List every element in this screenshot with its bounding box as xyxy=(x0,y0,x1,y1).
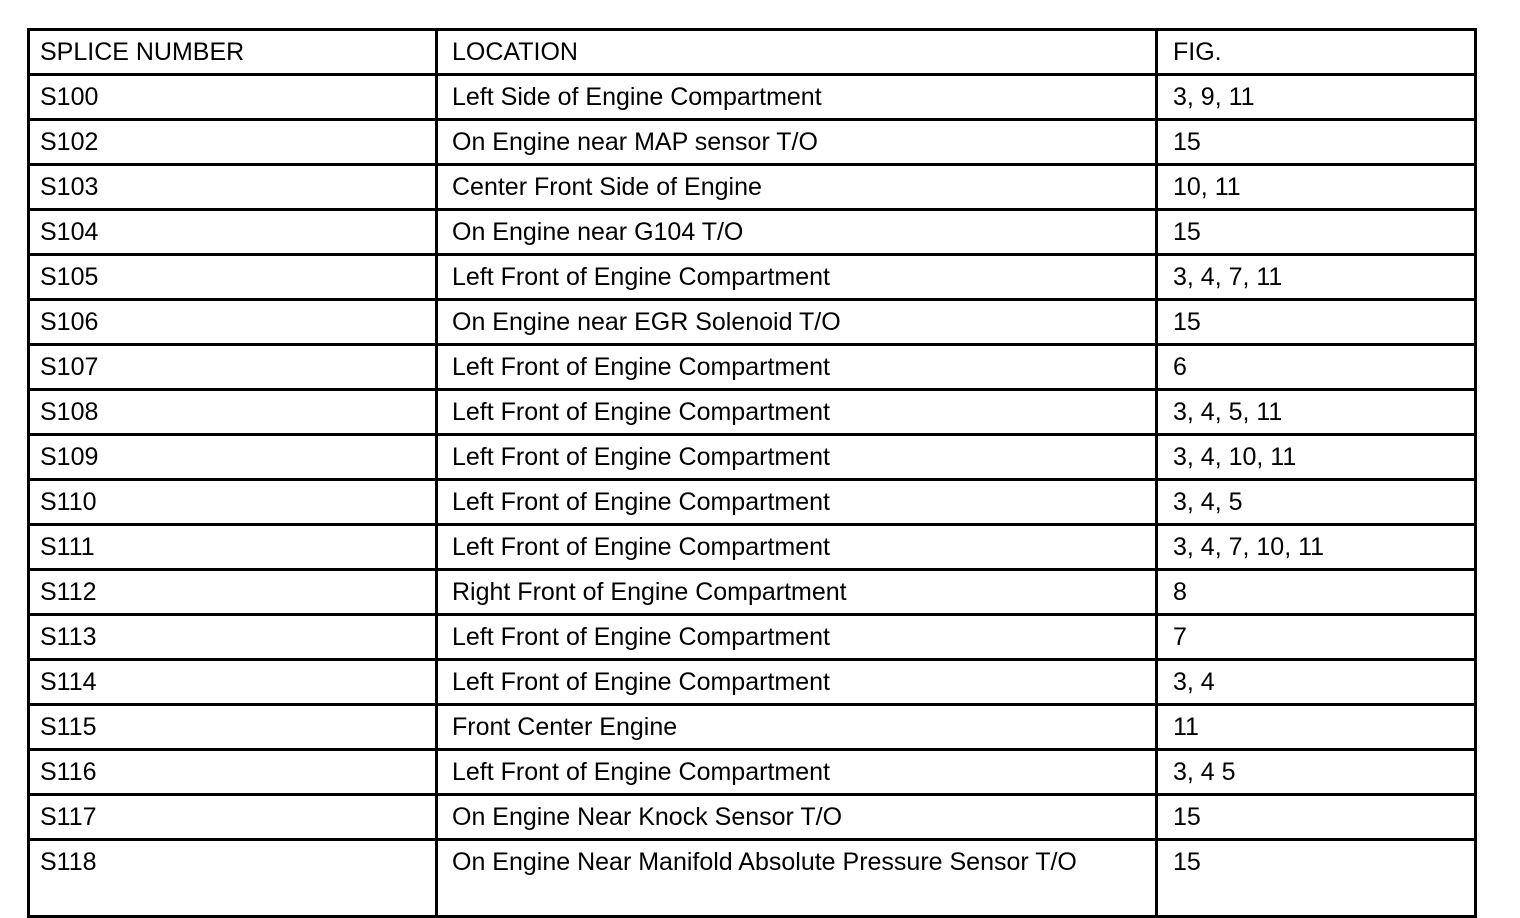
fig-cell: 10, 11 xyxy=(1157,165,1476,210)
fig-cell: 15 xyxy=(1157,840,1476,917)
splice-number-cell: S115 xyxy=(29,705,437,750)
table-row xyxy=(29,75,1476,120)
table-row xyxy=(29,165,1476,210)
fig-cell: 11 xyxy=(1157,705,1476,750)
fig-cell: 3, 4, 10, 11 xyxy=(1157,435,1476,480)
location-cell: Left Front of Engine Compartment xyxy=(437,660,1157,705)
splice-number-cell: S100 xyxy=(29,75,437,120)
location-cell: On Engine near EGR Solenoid T/O xyxy=(437,300,1157,345)
table-row xyxy=(29,390,1476,435)
fig-cell: 3, 4, 7, 10, 11 xyxy=(1157,525,1476,570)
fig-cell: 3, 4, 5, 11 xyxy=(1157,390,1476,435)
header-location: LOCATION xyxy=(437,30,1157,75)
location-cell: Left Front of Engine Compartment xyxy=(437,750,1157,795)
location-cell: On Engine Near Knock Sensor T/O xyxy=(437,795,1157,840)
fig-cell: 8 xyxy=(1157,570,1476,615)
splice-number-cell: S107 xyxy=(29,345,437,390)
table-row xyxy=(29,615,1476,660)
table-body xyxy=(29,75,1476,917)
splice-number-cell: S109 xyxy=(29,435,437,480)
fig-cell: 3, 4, 5 xyxy=(1157,480,1476,525)
table-row xyxy=(29,840,1476,917)
location-cell: Left Front of Engine Compartment xyxy=(437,345,1157,390)
fig-cell: 3, 9, 11 xyxy=(1157,75,1476,120)
location-cell: Left Front of Engine Compartment xyxy=(437,615,1157,660)
table-row xyxy=(29,210,1476,255)
fig-cell: 15 xyxy=(1157,300,1476,345)
table-row xyxy=(29,435,1476,480)
splice-number-cell: S111 xyxy=(29,525,437,570)
fig-cell: 15 xyxy=(1157,795,1476,840)
splice-number-cell: S106 xyxy=(29,300,437,345)
location-cell: Left Front of Engine Compartment xyxy=(437,390,1157,435)
splice-number-cell: S112 xyxy=(29,570,437,615)
table-row xyxy=(29,480,1476,525)
splice-location-table xyxy=(27,28,1477,918)
location-cell: Left Front of Engine Compartment xyxy=(437,255,1157,300)
table-row xyxy=(29,570,1476,615)
location-cell: Left Front of Engine Compartment xyxy=(437,525,1157,570)
location-cell: Left Front of Engine Compartment xyxy=(437,480,1157,525)
splice-number-cell: S105 xyxy=(29,255,437,300)
fig-cell: 3, 4 5 xyxy=(1157,750,1476,795)
table-row xyxy=(29,300,1476,345)
splice-number-cell: S113 xyxy=(29,615,437,660)
splice-number-cell: S114 xyxy=(29,660,437,705)
fig-cell: 3, 4, 7, 11 xyxy=(1157,255,1476,300)
header-fig: FIG. xyxy=(1157,30,1476,75)
fig-cell: 15 xyxy=(1157,120,1476,165)
location-cell: On Engine near G104 T/O xyxy=(437,210,1157,255)
table-header-row xyxy=(29,30,1476,75)
location-cell: Right Front of Engine Compartment xyxy=(437,570,1157,615)
table-row xyxy=(29,795,1476,840)
splice-number-cell: S116 xyxy=(29,750,437,795)
location-cell: Left Side of Engine Compartment xyxy=(437,75,1157,120)
splice-number-cell: S118 xyxy=(29,840,437,917)
table-row xyxy=(29,120,1476,165)
table-row xyxy=(29,525,1476,570)
splice-number-cell: S103 xyxy=(29,165,437,210)
splice-number-cell: S108 xyxy=(29,390,437,435)
splice-number-cell: S117 xyxy=(29,795,437,840)
fig-cell: 3, 4 xyxy=(1157,660,1476,705)
table-row xyxy=(29,660,1476,705)
splice-number-cell: S102 xyxy=(29,120,437,165)
location-cell: Left Front of Engine Compartment xyxy=(437,435,1157,480)
location-cell: On Engine Near Manifold Absolute Pressure Sensor T/O xyxy=(437,840,1157,917)
table-row xyxy=(29,255,1476,300)
location-cell: Center Front Side of Engine xyxy=(437,165,1157,210)
fig-cell: 15 xyxy=(1157,210,1476,255)
header-splice-number: SPLICE NUMBER xyxy=(29,30,437,75)
splice-number-cell: S104 xyxy=(29,210,437,255)
location-cell: On Engine near MAP sensor T/O xyxy=(437,120,1157,165)
fig-cell: 6 xyxy=(1157,345,1476,390)
splice-number-cell: S110 xyxy=(29,480,437,525)
table-row xyxy=(29,750,1476,795)
table-row xyxy=(29,345,1476,390)
location-cell: Front Center Engine xyxy=(437,705,1157,750)
table-row xyxy=(29,705,1476,750)
fig-cell: 7 xyxy=(1157,615,1476,660)
